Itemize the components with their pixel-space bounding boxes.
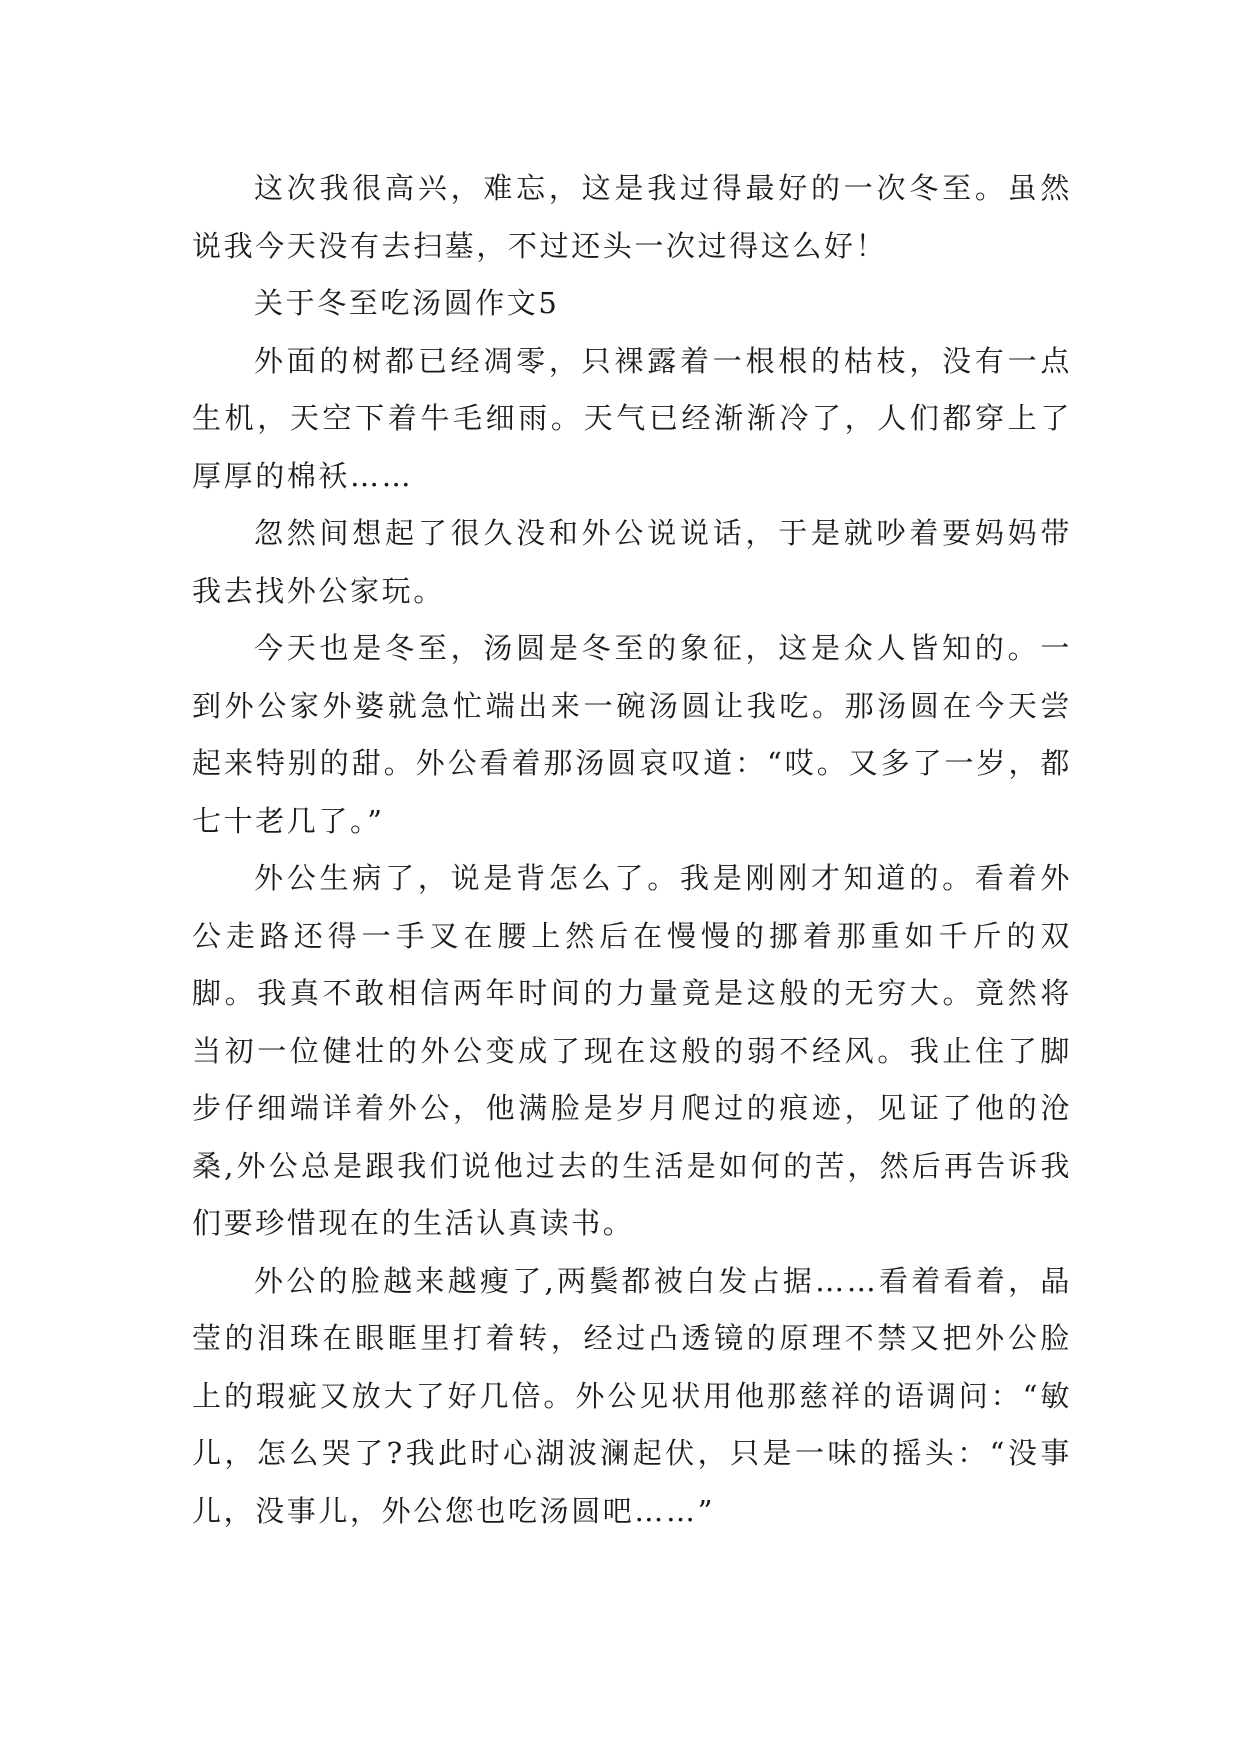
section-heading: 关于冬至吃汤圆作文5 xyxy=(254,286,560,320)
paragraph: 外公的脸越来越瘦了,两鬓都被白发占据……看着看着，晶莹的泪珠在眼眶里打着转，经过凸透镜的原理不禁又把外公脸上的瑕疵又放大了好几倍。外公见状用他那慈祥的语调问：“敏儿，怎么哭了?我此时心湖波澜起伏，只是一味的摇头：“没事儿，没事儿，外公您也吃汤圆吧……” xyxy=(192,1263,1072,1528)
paragraph: 今天也是冬至，汤圆是冬至的象征，这是众人皆知的。一到外公家外婆就急忙端出来一碗汤圆让我吃。那汤圆在今天尝起来特别的甜。外公看着那汤圆哀叹道：“哎。又多了一岁，都七十老几了。” xyxy=(192,631,1072,838)
document-body xyxy=(192,160,1072,1540)
paragraph: 忽然间想起了很久没和外公说说话，于是就吵着要妈妈带我去找外公家玩。 xyxy=(192,516,1072,608)
paragraph: 这次我很高兴，难忘，这是我过得最好的一次冬至。虽然说我今天没有去扫墓，不过还头一次过得这么好！ xyxy=(192,171,1072,263)
paragraph: 外公生病了，说是背怎么了。我是刚刚才知道的。看着外公走路还得一手叉在腰上然后在慢慢的挪着那重如千斤的双脚。我真不敢相信两年时间的力量竟是这般的无穷大。竟然将当初一位健壮的外公变成了现在这般的弱不经风。我止住了脚步仔细端详着外公，他满脸是岁月爬过的痕迹，见证了他的沧桑,外公总是跟我们说他过去的生活是如何的苦，然后再告诉我们要珍惜现在的生活认真读书。 xyxy=(192,861,1072,1240)
paragraph: 外面的树都已经凋零，只裸露着一根根的枯枝，没有一点生机，天空下着牛毛细雨。天气已经渐渐冷了，人们都穿上了厚厚的棉袄…… xyxy=(192,343,1072,493)
